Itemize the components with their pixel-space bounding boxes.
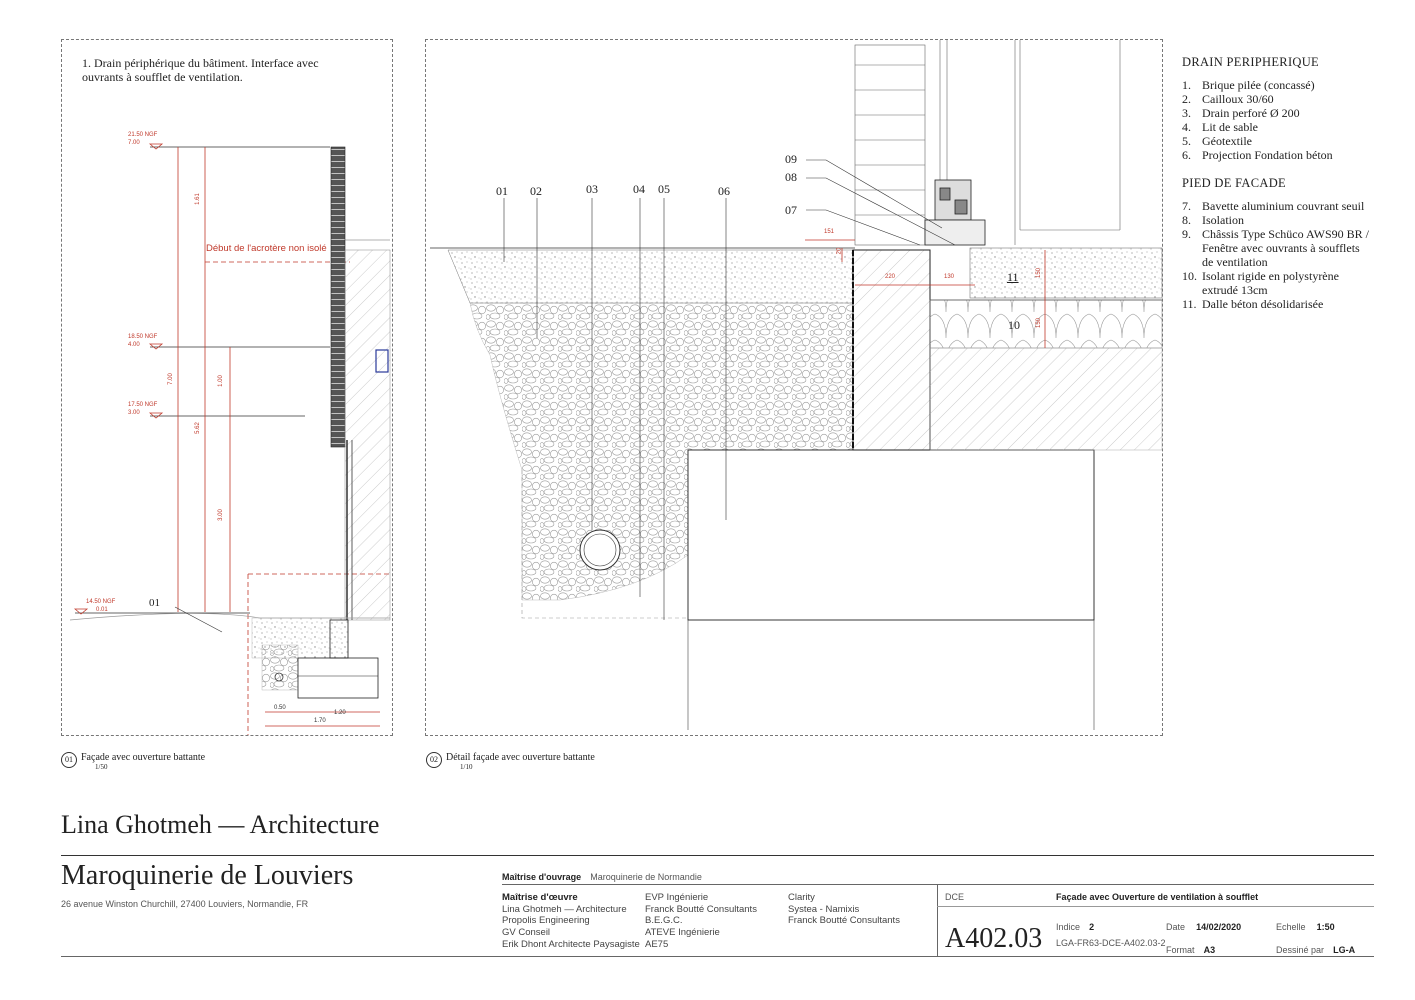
callout-03: 03: [586, 182, 598, 196]
legend-item: 2. Cailloux 30/60: [1182, 92, 1274, 106]
team-member: ATEVE Ingénierie: [645, 927, 720, 939]
section-callout-01: 01: [149, 597, 160, 609]
team-member: AE75: [645, 938, 669, 950]
section-elevation: [70, 144, 390, 735]
detail-02-scale: 1/10: [460, 763, 473, 771]
callout-07: 07: [785, 203, 797, 217]
sheet-info-divider: [937, 884, 938, 956]
dim-151: 151: [824, 229, 835, 235]
dim-h-2: 1.20: [334, 710, 346, 716]
detail-01-title: Façade avec ouverture battante: [81, 752, 206, 763]
legend-item: 8. Isolation: [1182, 213, 1244, 227]
legend: [1182, 55, 1392, 311]
level-marker-3-rel: 3.00: [128, 410, 140, 416]
client-label: Maîtrise d'ouvrage: [502, 872, 582, 882]
dim-v-2: 7.00: [167, 373, 174, 385]
dim-v-3: 1.00: [217, 375, 224, 387]
legend-facade-title: PIED DE FACADE: [1182, 176, 1286, 190]
team-member: Franck Boutté Consultants: [788, 915, 900, 927]
team-member: B.E.G.C.: [645, 915, 683, 927]
legend-item: 9. Châssis Type Schüco AWS90 BR / Fenêtre avec ouvrants à soufflets de ventilation: [1182, 227, 1369, 269]
dim-150-a: 150: [1036, 267, 1043, 279]
callout-01: 01: [496, 184, 508, 198]
callout-09: 09: [785, 152, 797, 166]
legend-facade-list: [1182, 199, 1392, 311]
team-col-3: [788, 892, 938, 951]
callout-02: 02: [530, 184, 542, 198]
legend-item: 10. Isolant rigide en polystyrène extrudé 13cm: [1182, 269, 1339, 297]
legend-drain-title: DRAIN PERIPHERIQUE: [1182, 55, 1319, 69]
level-marker-2-ngf: 18.50 NGF: [128, 334, 158, 340]
detail-01-number: 01: [61, 752, 77, 768]
detail-02-title: Détail façade avec ouverture battante: [446, 752, 595, 763]
team-col-1: [502, 892, 645, 951]
layer-tag-11: 11: [1007, 270, 1019, 284]
legend-item: 6. Projection Fondation béton: [1182, 148, 1333, 162]
legend-item: 4. Lit de sable: [1182, 120, 1258, 134]
scale-field: Echelle 1:50: [1276, 922, 1335, 932]
indice-field: Indice 2: [1056, 922, 1095, 932]
team-member: Lina Ghotmeh — Architecture: [502, 903, 627, 915]
level-marker-1-rel: 7.00: [128, 140, 140, 146]
team-col-2: [645, 892, 788, 951]
legend-item: 1. Brique pilée (concassé): [1182, 78, 1315, 92]
firm-name: Lina Ghotmeh — Architecture: [61, 810, 380, 839]
sheet-number: A402.03: [945, 923, 1043, 954]
date-field: Date 14/02/2020: [1166, 922, 1242, 932]
title-rule-bottom: [61, 956, 1374, 957]
foundation-detail: [430, 40, 1162, 730]
client-line: [502, 865, 702, 884]
dim-h-1: 0.50: [274, 705, 286, 711]
dim-130: 130: [944, 274, 955, 280]
team-member: Clarity: [788, 892, 815, 903]
callout-06: 06: [718, 184, 730, 198]
team-label: Maîtrise d'œuvre: [502, 892, 578, 903]
level-marker-4-ngf: 14.50 NGF: [86, 599, 116, 605]
general-note: 1. Drain périphérique du bâtiment. Interface avec ouvrants à soufflet de ventilation.: [82, 56, 319, 84]
dim-v-1: 1.61: [194, 193, 201, 205]
detail-02-caption: [426, 752, 595, 771]
legend-item: 3. Drain perforé Ø 200: [1182, 106, 1300, 120]
sheet-title: Façade avec Ouverture de ventilation à soufflet: [1056, 892, 1259, 902]
legend-item: 7. Bavette aluminium couvrant seuil: [1182, 199, 1365, 213]
format-field: Format A3: [1166, 945, 1216, 955]
team-member: Propolis Engineering: [502, 915, 590, 927]
team-member: Erik Dhont Architecte Paysagiste: [502, 938, 640, 950]
level-marker-1-ngf: 21.50 NGF: [128, 132, 158, 138]
detail-01-scale: 1/50: [95, 763, 108, 771]
team-member: Systea - Namixis: [788, 903, 860, 915]
legend-drain-list: [1182, 78, 1392, 162]
level-marker-2-rel: 4.00: [128, 342, 140, 348]
drawn-by-field: Dessiné par LG-A: [1276, 945, 1356, 955]
detail-02-number: 02: [426, 752, 442, 768]
team-member: GV Conseil: [502, 927, 551, 939]
dim-220: 220: [885, 274, 896, 280]
file-code: LGA-FR63-DCE-A402.03-2: [1056, 938, 1166, 948]
callout-04: 04: [633, 182, 645, 196]
detail-01-caption: [61, 752, 205, 771]
layer-tag-10: 10: [1008, 318, 1020, 332]
legend-item: 5. Géotextile: [1182, 134, 1252, 148]
dim-20: 20: [836, 247, 843, 255]
team-block: [502, 892, 938, 951]
acroterion-note: Début de l'acrotère non isolé: [206, 243, 327, 254]
client-name: Maroquinerie de Normandie: [590, 872, 702, 882]
title-rule-top: [61, 855, 1374, 856]
project-name: Maroquinerie de Louviers: [61, 860, 354, 891]
legend-item: 11. Dalle béton désolidarisée: [1182, 297, 1324, 311]
callout-08: 08: [785, 170, 797, 184]
dim-v-4: 5.62: [194, 422, 201, 434]
phase: DCE: [945, 892, 965, 902]
callout-05: 05: [658, 182, 670, 196]
dim-150-b: 150: [1036, 317, 1043, 329]
sheet-info-rule: [937, 906, 1374, 907]
level-marker-4-rel: 0.01: [96, 607, 108, 613]
project-address: 26 avenue Winston Churchill, 27400 Louviers, Normandie, FR: [61, 899, 309, 909]
dim-v-5: 3.00: [217, 509, 224, 521]
team-member: Franck Boutté Consultants: [645, 903, 757, 915]
level-marker-3-ngf: 17.50 NGF: [128, 402, 158, 408]
client-rule: [502, 884, 1374, 885]
team-member: EVP Ingénierie: [645, 892, 709, 903]
dim-h-3: 1.70: [314, 718, 326, 724]
